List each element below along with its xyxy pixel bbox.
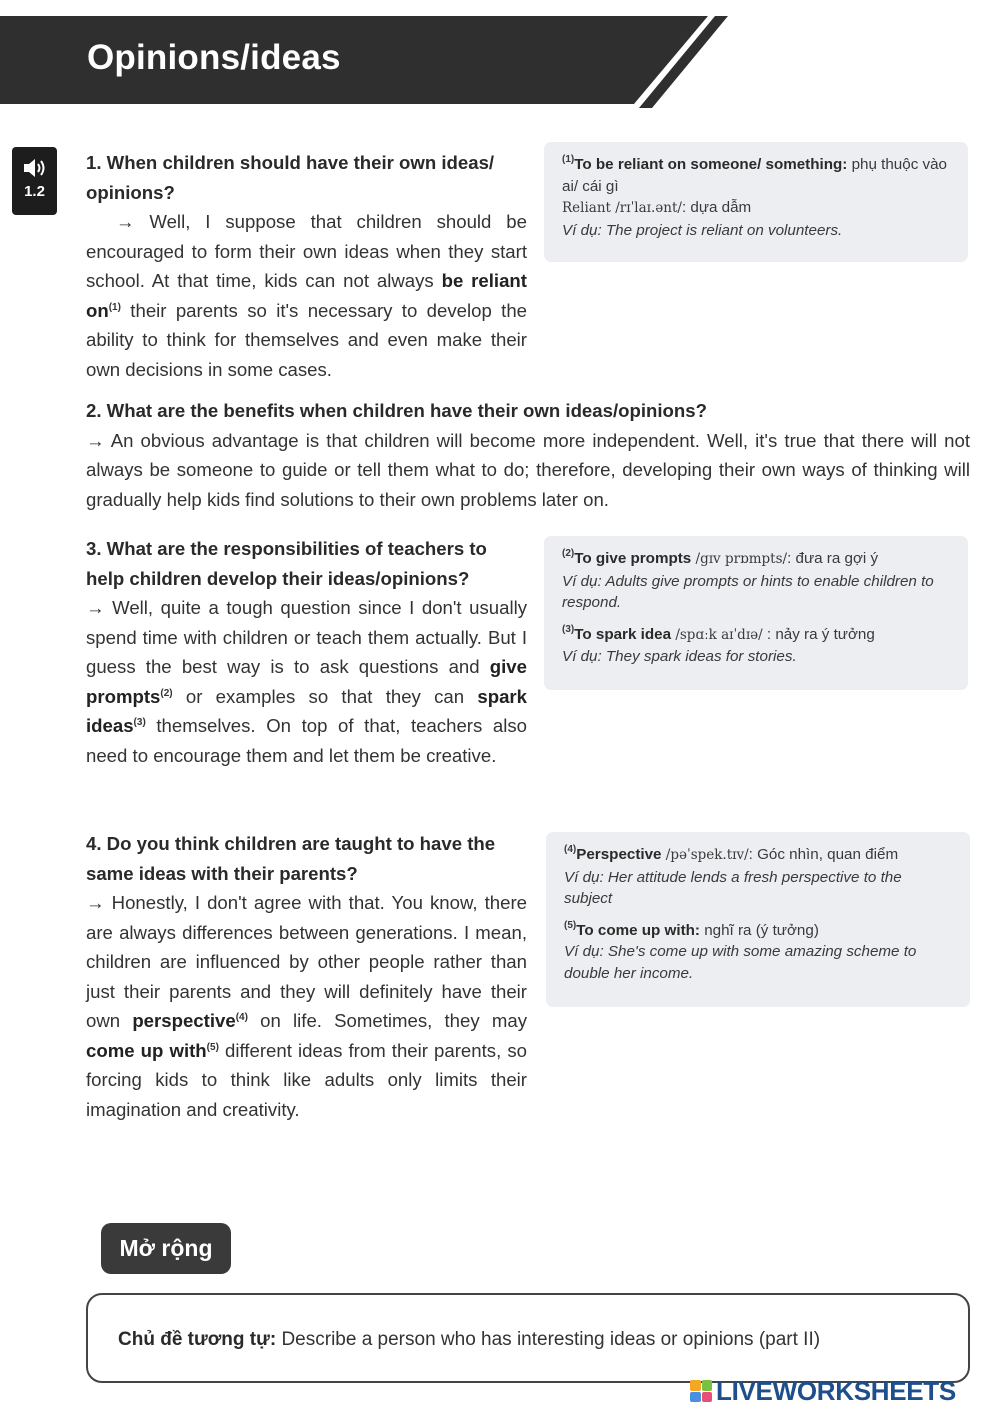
topic-text: Describe a person who has interesting ideas or opinions (part II): [276, 1329, 821, 1350]
question-1: [86, 148, 527, 384]
vocab-example: Ví dụ: The project is reliant on volunteers.: [562, 221, 843, 239]
question-title: 2. What are the benefits when children have their own ideas/opinions?: [86, 400, 707, 421]
vocab-example: Ví dụ: They spark ideas for stories.: [562, 648, 797, 665]
vocab-highlight: spark ideas: [86, 685, 527, 736]
expand-tab: Mở rộng: [101, 1223, 231, 1274]
answer-text: → Well, I suppose that children should be encouraged to form their own ideas when they start school. At that time, kids can not always be reliant $on^{(1)}$ their parents so it's necessary to develop the ability to think for themselves and even make their own decisions in some cases.: [86, 211, 527, 380]
vocab-highlight: be reliant on: [86, 270, 527, 321]
vocab-highlight: perspective: [132, 1010, 236, 1031]
vocab-entry: $^{(1)}$To be reliant on someone/ something: phụ thuộc vào ai/ cái gì: [562, 154, 947, 195]
question-title: 4. Do you think children are taught to have the same ideas with their parents?: [86, 833, 496, 884]
vocab-highlight: come up with: [86, 1039, 207, 1061]
vocab-note-3: [546, 832, 970, 1007]
vocab-note-2: [544, 536, 968, 690]
question-title: 3. What are the responsibilities of teachers to help children develop their ideas/opinions?: [86, 538, 487, 589]
similar-topic-box: [86, 1293, 970, 1383]
vocab-example: Ví dụ: She's come up with some amazing scheme to double her income.: [564, 943, 917, 982]
vocab-entry: $^{(3)}$To spark idea /spɑːk aɪˈdɪə/ : nảy ra ý tưởng: [562, 623, 875, 643]
audio-badge[interactable]: [12, 147, 57, 215]
topic-label: Chủ đề tương tự:: [118, 1329, 277, 1350]
arrow-icon: →: [86, 892, 105, 913]
vocab-highlight: give prompts: [86, 656, 527, 707]
header-banner: [0, 16, 740, 108]
question-3: [86, 534, 527, 770]
page-title: Opinions/ideas: [87, 38, 341, 77]
answer-text: → Well, quite a tough question since I don't usually spend time with children or teach them actually. But I guess the best way is to ask questions and give prompts$^{(2)}$ or examples so that they can spark ideas$^{(3)}$ themselves. On top of that, teachers also need to encourage them and let them be creative.: [86, 597, 527, 766]
question-4: [86, 829, 527, 1124]
answer-text: → An obvious advantage is that children will become more independent. Well, it's true that there will not always be someone to guide or tell them what to do; therefore, developing their own ways of thinking will gradually help kids find solutions to their own problems later on.: [86, 429, 970, 510]
vocab-example: Ví dụ: Her attitude lends a fresh perspective to the subject: [564, 868, 902, 907]
audio-track-number: 1.2: [24, 183, 45, 200]
watermark-text: LIVEWORKSHEETS: [716, 1376, 956, 1406]
vocab-subentry: Reliant /rɪˈlaɪ.ənt/: dựa dẫm: [562, 199, 752, 216]
arrow-icon: →: [86, 597, 105, 618]
liveworksheets-watermark: [690, 1376, 990, 1406]
question-title: 1. When children should have their own ideas/ opinions?: [86, 152, 495, 203]
arrow-icon: →: [115, 211, 135, 232]
vocab-entry: $^{(5)}$To come up with: nghĩ ra (ý tưởng): [564, 919, 819, 939]
question-2: [86, 396, 970, 514]
vocab-entry: $^{(4)}$Perspective /pəˈspek.tɪv/: Góc nhìn, quan điểm: [564, 844, 899, 863]
speaker-icon: [22, 157, 48, 179]
vocab-note-1: [544, 142, 968, 262]
vocab-example: Ví dụ: Adults give prompts or hints to enable children to respond.: [562, 572, 934, 611]
liveworksheets-logo-icon: [690, 1380, 712, 1402]
arrow-icon: →: [86, 429, 105, 451]
answer-text: → Honestly, I don't agree with that. You know, there are always differences between generations. I mean, children are influenced by other people rather than just their parents and they will definitely have their own perspective$^{(4)}$ on life. Sometimes, they may come up with$^{(5)}$ different ideas from their parents, so forcing kids to think like adults only limits their imagination and creativity.: [86, 892, 527, 1120]
vocab-entry: $^{(2)}$To give prompts /gɪv prɒmpts/: đưa ra gợi ý: [562, 548, 879, 567]
